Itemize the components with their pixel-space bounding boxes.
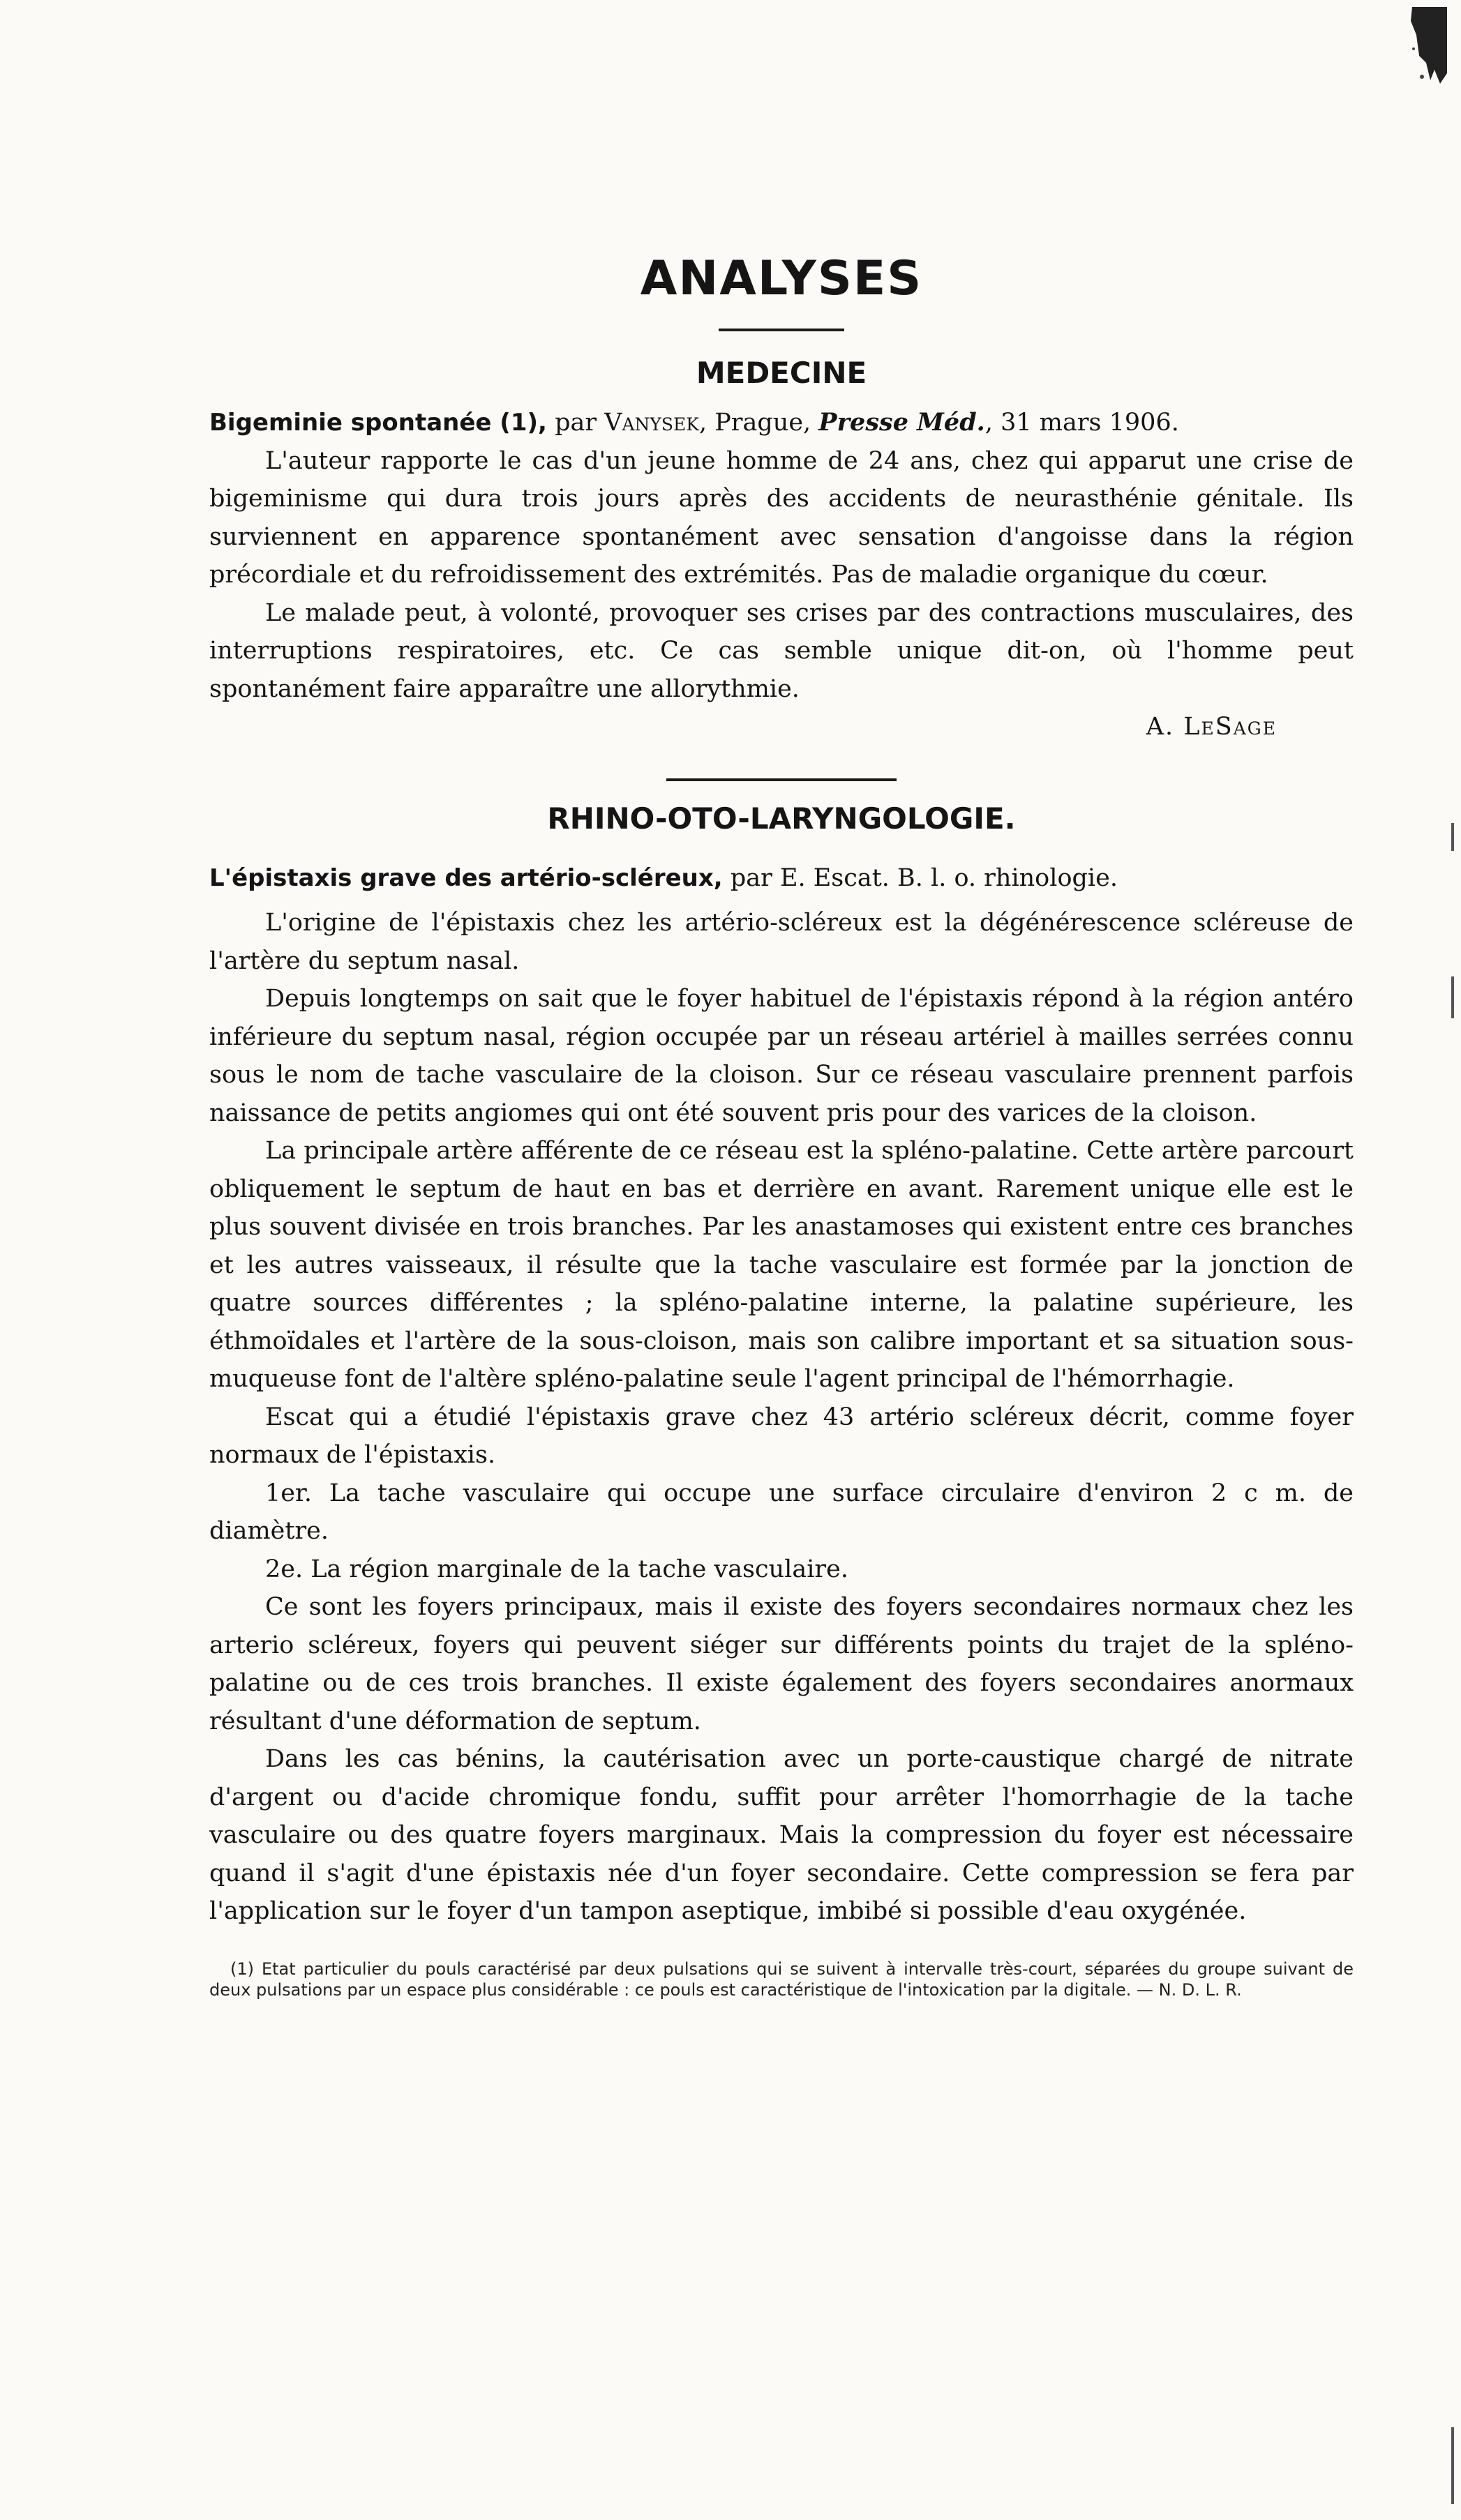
article-author: Vanysek [604, 409, 699, 437]
article-place: , Prague, [698, 409, 819, 437]
paragraph: 1er. La tache vasculaire qui occupe une surface circulaire d'environ 2 c m. de diamètre. [209, 1479, 1354, 1545]
article-source: Presse Méd. [818, 408, 985, 437]
document-page [209, 248, 1354, 2000]
paragraph: La principale artère afférente de ce réseau est la spléno-palatine. Cette artère parcourt obliquement le septum de haut en bas et derrière en avant. Rarement unique elle est le plus souvent divisée en trois branches. Par les anastamoses qui existent entre ces branches et les autres vaisseaux, il résulte que la tache vasculaire est formée par la jonction de quatre sources différentes ; la spléno-palatine interne, la palatine supérieure, les éthmoïdales et l'artère de la sous-cloison, mais son calibre important et sa situation sous-muqueuse font de l'altère spléno-palatine seule l'agent principal de l'hémorrhagie. [209, 1137, 1354, 1393]
article-by: par [546, 409, 605, 437]
paragraph: L'auteur rapporte le cas d'un jeune homme de 24 ans, chez qui apparut une crise de bigeminisme qui dura trois jours après des accidents de neurasthénie génitale. Ils surviennent en apparence spontanément avec sensation d'angoisse dans la région précordiale et du refroidissement des extrémités. Pas de maladie organique du cœur. [209, 446, 1354, 589]
page-corner-damage [1398, 7, 1447, 91]
paragraph: Ce sont les foyers principaux, mais il existe des foyers secondaires normaux chez les arterio scléreux, foyers qui peuvent siéger sur différents points du trajet de la spléno-palatine ou de ces trois branches. Il existe également des foyers secondaires anormaux résultant d'une déformation de septum. [209, 1593, 1354, 1735]
paragraph: 2e. La région marginale de la tache vasculaire. [265, 1555, 848, 1583]
article-title: Bigeminie spontanée (1), [209, 409, 547, 437]
paragraph: Le malade peut, à volonté, provoquer ses crises par des contractions musculaires, des interruptions respiratoires, etc. Ce cas semble unique dit-on, où l'homme peut spontanément faire apparaître une allorythmie. [209, 598, 1354, 703]
margin-mark [1451, 976, 1454, 1018]
article-date: , 31 mars 1906. [984, 409, 1179, 437]
section-heading-medecine: MEDECINE [696, 356, 867, 390]
title-rule [719, 329, 844, 331]
paragraph: Dans les cas bénins, la cautérisation avec un porte-caustique chargé de nitrate d'argent ou d'acide chromique fondu, suffit pour arrêter l'homorrhagie de la tache vasculaire ou des quatre foyers marginaux. Mais la compression du foyer est nécessaire quand il s'agit d'une épistaxis née d'un foyer secondaire. Cette compression se fera par l'application sur le foyer d'un tampon aseptique, imbibé si possible d'eau oxygénée. [209, 1745, 1354, 1925]
article-byline: par E. Escat. B. l. o. rhinologie. [722, 863, 1118, 892]
margin-mark [1451, 2427, 1454, 2504]
margin-mark [1451, 823, 1454, 851]
article-heading-epistaxis [209, 859, 1354, 898]
article-title: L'épistaxis grave des artério-scléreux, [209, 863, 723, 892]
paragraph: L'origine de l'épistaxis chez les artério-scléreux est la dégénérescence scléreuse de l'artère du septum nasal. [209, 909, 1354, 975]
page-title: ANALYSES [640, 251, 923, 306]
signature: A. LeSage [1146, 713, 1277, 741]
article-heading-bigeminie [209, 404, 1354, 442]
section-heading-rhino: RHINO-OTO-LARYNGOLOGIE. [547, 801, 1016, 836]
section-rule [666, 778, 897, 781]
paragraph: Depuis longtemps on sait que le foyer habituel de l'épistaxis répond à la région antéro inférieure du septum nasal, région occupée par un réseau artériel à mailles serrées connu sous le nom de tache vasculaire de la cloison. Sur ce réseau vasculaire prennent parfois naissance de petits angiomes qui ont été souvent pris pour des varices de la cloison. [209, 985, 1354, 1127]
footnote: (1) Etat particulier du pouls caractérisé par deux pulsations qui se suivent à intervalle très-court, séparées du groupe suivant de deux pulsations par un espace plus considérable : ce pouls est caractéristique de l'intoxication par la digitale. — N. D. L. R. [209, 1959, 1354, 2000]
paragraph: Escat qui a étudié l'épistaxis grave chez 43 artério scléreux décrit, comme foyer normaux de l'épistaxis. [209, 1403, 1354, 1469]
